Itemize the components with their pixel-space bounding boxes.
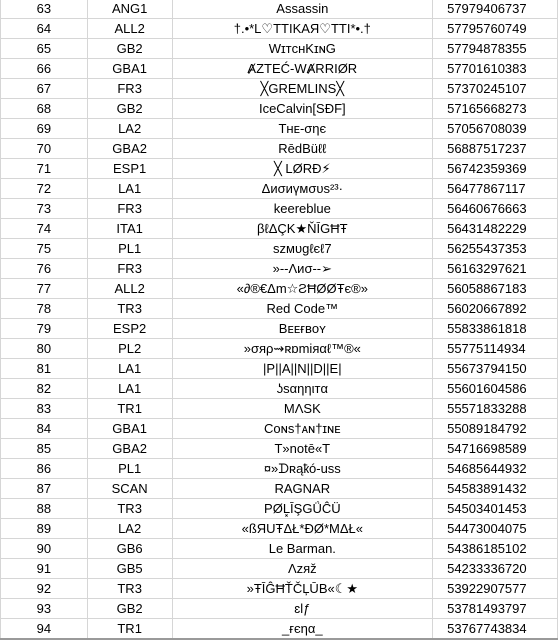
score-cell: 56255437353 bbox=[433, 239, 558, 259]
score-cell: 57794878355 bbox=[433, 39, 558, 59]
table-row bbox=[1, 619, 558, 640]
player-name-cell: _ғєηα_ bbox=[172, 619, 433, 640]
player-name-cell: βℓΔÇK★ŇĪGĦŦ bbox=[172, 219, 433, 239]
team-cell: PL2 bbox=[87, 339, 172, 359]
table-row bbox=[1, 39, 558, 59]
player-name-cell: RAGNAR bbox=[172, 479, 433, 499]
rank-cell: 72 bbox=[1, 179, 88, 199]
rank-cell: 94 bbox=[1, 619, 88, 640]
player-name-cell: Tʜᴇ-σηє bbox=[172, 119, 433, 139]
rank-cell: 81 bbox=[1, 359, 88, 379]
rank-cell: 85 bbox=[1, 439, 88, 459]
rank-cell: 88 bbox=[1, 499, 88, 519]
team-cell: PL1 bbox=[87, 459, 172, 479]
score-cell: 57165668273 bbox=[433, 99, 558, 119]
score-cell: 55775114934 bbox=[433, 339, 558, 359]
table-row bbox=[1, 579, 558, 599]
table-row bbox=[1, 459, 558, 479]
table-row bbox=[1, 159, 558, 179]
score-cell: 56020667892 bbox=[433, 299, 558, 319]
player-name-cell: Λzяž bbox=[172, 559, 433, 579]
table-row bbox=[1, 119, 558, 139]
table-row bbox=[1, 79, 558, 99]
player-name-cell: †.•*L♡TTIKAЯ♡TTI*•.† bbox=[172, 19, 433, 39]
team-cell: PL1 bbox=[87, 239, 172, 259]
team-cell: LA1 bbox=[87, 359, 172, 379]
team-cell: GBA2 bbox=[87, 139, 172, 159]
team-cell: LA1 bbox=[87, 179, 172, 199]
rank-cell: 82 bbox=[1, 379, 88, 399]
rank-cell: 77 bbox=[1, 279, 88, 299]
team-cell: GB2 bbox=[87, 99, 172, 119]
table-row bbox=[1, 259, 558, 279]
table-row bbox=[1, 0, 558, 19]
player-name-cell: »ŦĪĜĦŤČĻŪB«☾★ bbox=[172, 579, 433, 599]
player-name-cell: T»notē«T bbox=[172, 439, 433, 459]
team-cell: ALL2 bbox=[87, 279, 172, 299]
team-cell: GB6 bbox=[87, 539, 172, 559]
table-row bbox=[1, 299, 558, 319]
rank-cell: 80 bbox=[1, 339, 88, 359]
rank-cell: 75 bbox=[1, 239, 88, 259]
table-row bbox=[1, 99, 558, 119]
team-cell: FR3 bbox=[87, 79, 172, 99]
player-name-cell: Le Barman. bbox=[172, 539, 433, 559]
table-row bbox=[1, 239, 558, 259]
table-row bbox=[1, 539, 558, 559]
player-name-cell: «∂®€Δm☆ƧĦØØŦє®» bbox=[172, 279, 433, 299]
table-row bbox=[1, 199, 558, 219]
score-cell: 54233336720 bbox=[433, 559, 558, 579]
team-cell: LA2 bbox=[87, 519, 172, 539]
table-row bbox=[1, 379, 558, 399]
player-name-cell: |P||A||N||D||E| bbox=[172, 359, 433, 379]
score-cell: 55833861818 bbox=[433, 319, 558, 339]
score-cell: 55601604586 bbox=[433, 379, 558, 399]
table-row bbox=[1, 339, 558, 359]
table-row bbox=[1, 19, 558, 39]
table-row bbox=[1, 359, 558, 379]
player-name-cell: Δиσиүмσυѕ²³· bbox=[172, 179, 433, 199]
team-cell: LA2 bbox=[87, 119, 172, 139]
team-cell: GBA1 bbox=[87, 59, 172, 79]
rank-cell: 71 bbox=[1, 159, 88, 179]
table-row bbox=[1, 279, 558, 299]
player-name-cell: ╳GREMLINS╳ bbox=[172, 79, 433, 99]
team-cell: TR1 bbox=[87, 399, 172, 419]
team-cell: GB5 bbox=[87, 559, 172, 579]
score-cell: 56058867183 bbox=[433, 279, 558, 299]
player-name-cell: ʖѕαηηιтα bbox=[172, 379, 433, 399]
ranking-table-body bbox=[1, 0, 558, 639]
rank-cell: 64 bbox=[1, 19, 88, 39]
table-row bbox=[1, 519, 558, 539]
table-row bbox=[1, 499, 558, 519]
rank-cell: 78 bbox=[1, 299, 88, 319]
score-cell: 54386185102 bbox=[433, 539, 558, 559]
rank-cell: 92 bbox=[1, 579, 88, 599]
rank-cell: 83 bbox=[1, 399, 88, 419]
rank-cell: 87 bbox=[1, 479, 88, 499]
score-cell: 53781493797 bbox=[433, 599, 558, 619]
rank-cell: 93 bbox=[1, 599, 88, 619]
rank-cell: 63 bbox=[1, 0, 88, 19]
player-name-cell: ѕzмυgℓєℓ7 bbox=[172, 239, 433, 259]
rank-cell: 69 bbox=[1, 119, 88, 139]
rank-cell: 73 bbox=[1, 199, 88, 219]
player-name-cell: ȺZTEĆ-WȺRRIØR bbox=[172, 59, 433, 79]
score-cell: 57979406737 bbox=[433, 0, 558, 19]
team-cell: GBA1 bbox=[87, 419, 172, 439]
score-cell: 53922907577 bbox=[433, 579, 558, 599]
team-cell: ESP1 bbox=[87, 159, 172, 179]
score-cell: 56460676663 bbox=[433, 199, 558, 219]
table-row bbox=[1, 179, 558, 199]
team-cell: GB2 bbox=[87, 39, 172, 59]
team-cell: TR3 bbox=[87, 499, 172, 519]
score-cell: 56163297621 bbox=[433, 259, 558, 279]
rank-cell: 76 bbox=[1, 259, 88, 279]
player-name-cell: IceCalvin[SÐF] bbox=[172, 99, 433, 119]
player-name-cell: »σяρ⇝ʀɒmiяαℓ™®« bbox=[172, 339, 433, 359]
player-name-cell: keereblue bbox=[172, 199, 433, 219]
team-cell: TR3 bbox=[87, 579, 172, 599]
score-cell: 55673794150 bbox=[433, 359, 558, 379]
team-cell: FR3 bbox=[87, 199, 172, 219]
score-cell: 53767743834 bbox=[433, 619, 558, 640]
team-cell: TR1 bbox=[87, 619, 172, 640]
rank-cell: 74 bbox=[1, 219, 88, 239]
rank-cell: 65 bbox=[1, 39, 88, 59]
rank-cell: 91 bbox=[1, 559, 88, 579]
score-cell: 54685644932 bbox=[433, 459, 558, 479]
score-cell: 55089184792 bbox=[433, 419, 558, 439]
rank-cell: 86 bbox=[1, 459, 88, 479]
player-name-cell: Bᴇᴇғʙᴏʏ bbox=[172, 319, 433, 339]
score-cell: 54473004075 bbox=[433, 519, 558, 539]
score-cell: 57056708039 bbox=[433, 119, 558, 139]
rank-cell: 90 bbox=[1, 539, 88, 559]
table-row bbox=[1, 139, 558, 159]
score-cell: 56431482229 bbox=[433, 219, 558, 239]
table-row bbox=[1, 219, 558, 239]
player-name-cell: MΛSK bbox=[172, 399, 433, 419]
score-cell: 56477867117 bbox=[433, 179, 558, 199]
score-cell: 57370245107 bbox=[433, 79, 558, 99]
rank-cell: 66 bbox=[1, 59, 88, 79]
player-name-cell: ¤»ᗪʀąҟó-uss bbox=[172, 459, 433, 479]
score-cell: 56887517237 bbox=[433, 139, 558, 159]
player-name-cell: Red Code™ bbox=[172, 299, 433, 319]
score-cell: 57701610383 bbox=[433, 59, 558, 79]
table-row bbox=[1, 599, 558, 619]
team-cell: SCAN bbox=[87, 479, 172, 499]
team-cell: ESP2 bbox=[87, 319, 172, 339]
team-cell: TR3 bbox=[87, 299, 172, 319]
player-name-cell: «ßЯUŦΔŁ*ÐØ*MΔŁ« bbox=[172, 519, 433, 539]
table-row bbox=[1, 399, 558, 419]
score-cell: 55571833288 bbox=[433, 399, 558, 419]
player-name-cell: ╳ LØRÐ⚡ bbox=[172, 159, 433, 179]
team-cell: GB2 bbox=[87, 599, 172, 619]
rank-cell: 84 bbox=[1, 419, 88, 439]
rank-cell: 89 bbox=[1, 519, 88, 539]
team-cell: ANG1 bbox=[87, 0, 172, 19]
player-name-cell: WɪᴛᴄʜKɪɴG bbox=[172, 39, 433, 59]
score-cell: 54716698589 bbox=[433, 439, 558, 459]
team-cell: GBA2 bbox=[87, 439, 172, 459]
rank-cell: 68 bbox=[1, 99, 88, 119]
table-row bbox=[1, 479, 558, 499]
player-name-cell: RēdBüℓℓ bbox=[172, 139, 433, 159]
table-row bbox=[1, 439, 558, 459]
table-row bbox=[1, 419, 558, 439]
player-name-cell: Assassin bbox=[172, 0, 433, 19]
team-cell: ITA1 bbox=[87, 219, 172, 239]
table-row bbox=[1, 319, 558, 339]
rank-cell: 70 bbox=[1, 139, 88, 159]
table-row bbox=[1, 59, 558, 79]
team-cell: LA1 bbox=[87, 379, 172, 399]
player-name-cell: Cᴏɴs†ᴀɴ†ɪɴᴇ bbox=[172, 419, 433, 439]
team-cell: ALL2 bbox=[87, 19, 172, 39]
team-cell: FR3 bbox=[87, 259, 172, 279]
table-row bbox=[1, 559, 558, 579]
player-name-cell: ɛlƒ bbox=[172, 599, 433, 619]
score-cell: 57795760749 bbox=[433, 19, 558, 39]
score-cell: 54583891432 bbox=[433, 479, 558, 499]
score-cell: 56742359369 bbox=[433, 159, 558, 179]
rank-cell: 79 bbox=[1, 319, 88, 339]
score-cell: 54503401453 bbox=[433, 499, 558, 519]
player-name-cell: PØL͓ĪŞGǗĈÜ bbox=[172, 499, 433, 519]
player-name-cell: »--Λиσ--➢ bbox=[172, 259, 433, 279]
rank-cell: 67 bbox=[1, 79, 88, 99]
